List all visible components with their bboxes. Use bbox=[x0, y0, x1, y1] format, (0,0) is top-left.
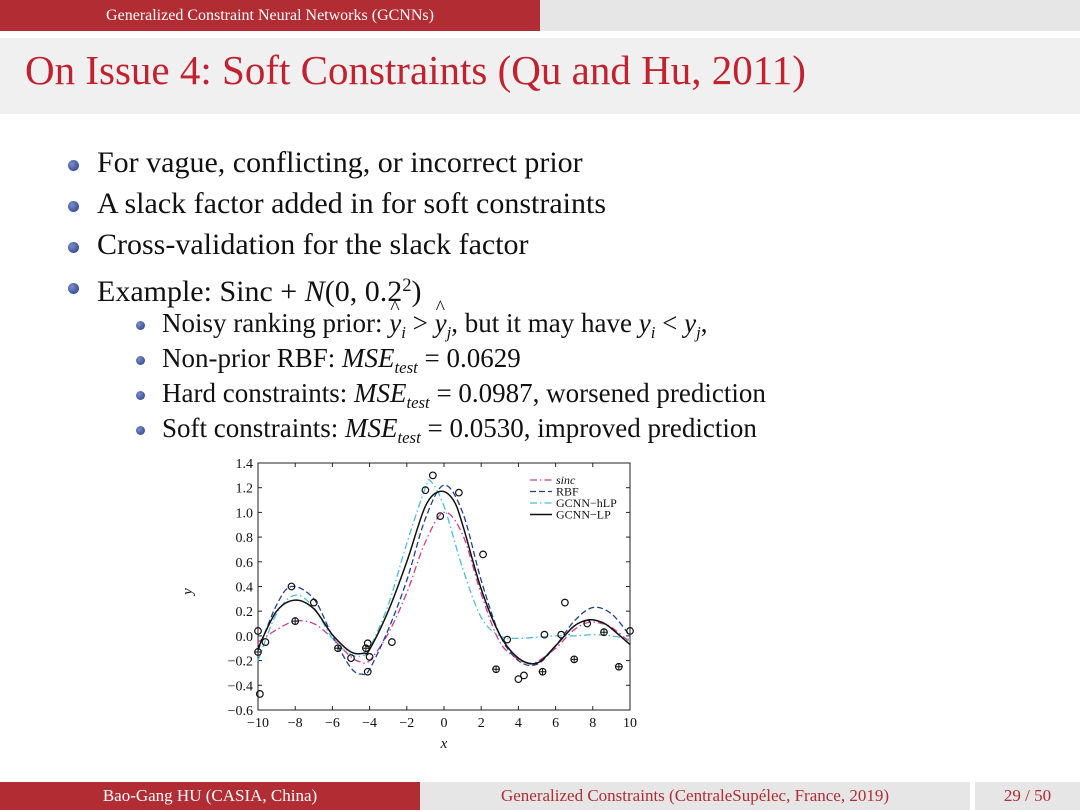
math-exponent: 2 bbox=[402, 275, 412, 296]
sample-point bbox=[430, 472, 437, 479]
sub-bullet-item bbox=[133, 411, 766, 446]
y-tick-label: 0.0 bbox=[235, 629, 253, 645]
sample-point bbox=[389, 639, 396, 646]
sub-bullet-item bbox=[133, 376, 766, 411]
bullet-list bbox=[66, 144, 606, 308]
sample-point bbox=[348, 655, 355, 662]
top-bar bbox=[0, 0, 1080, 31]
y-tick-label: 0.2 bbox=[235, 605, 253, 621]
y-tick-label: −0.2 bbox=[227, 654, 253, 670]
legend-label: GCNN−LP bbox=[556, 507, 611, 522]
footer-author: Bao-Gang HU (CASIA, China) bbox=[0, 782, 420, 810]
bullet-text: For vague, conflicting, or incorrect prior bbox=[97, 146, 583, 179]
math-subscript: i bbox=[401, 322, 406, 342]
math-symbol: MSE bbox=[342, 343, 395, 373]
bullet-dot-icon bbox=[136, 356, 145, 365]
math-text: > bbox=[405, 308, 435, 338]
math-symbol: ^ y bbox=[435, 306, 447, 340]
x-tick-label: 2 bbox=[477, 716, 485, 731]
sample-point bbox=[480, 551, 487, 558]
y-tick-label: 1.0 bbox=[235, 506, 253, 522]
math-subscript: test bbox=[397, 427, 421, 447]
y-tick-label: −0.6 bbox=[227, 704, 253, 719]
bullet-item bbox=[66, 144, 606, 185]
section-label: Generalized Constraint Neural Networks (GCNNs) bbox=[0, 0, 540, 31]
footer bbox=[0, 782, 1080, 810]
x-tick-label: −10 bbox=[247, 716, 269, 731]
footer-talk-title: Generalized Constraints (CentraleSupélec, France, 2019) bbox=[420, 782, 970, 810]
slide-title: On Issue 4: Soft Constraints (Qu and Hu, 2011) bbox=[25, 47, 806, 93]
math-symbol: MSE bbox=[345, 413, 398, 443]
sub-bullet-text: , but it may have bbox=[451, 308, 639, 338]
math-symbol: N bbox=[304, 275, 325, 309]
bullet-text: Cross-validation for the slack factor bbox=[97, 228, 529, 261]
math-subscript: j bbox=[696, 322, 701, 342]
x-tick-label: 8 bbox=[589, 716, 597, 731]
x-tick-label: −4 bbox=[362, 716, 378, 731]
sub-bullet-list bbox=[133, 306, 766, 446]
x-tick-label: 0 bbox=[440, 716, 448, 731]
sample-point bbox=[504, 636, 511, 643]
series-line-sinc bbox=[258, 512, 630, 663]
sub-bullet-text: Hard constraints: bbox=[162, 378, 354, 408]
sub-bullet-text: Soft constraints: bbox=[162, 413, 345, 443]
y-tick-label: 1.2 bbox=[235, 481, 253, 497]
y-tick-label: −0.4 bbox=[227, 679, 253, 695]
math-subscript: test bbox=[406, 392, 430, 412]
x-tick-label: −2 bbox=[399, 716, 415, 731]
sub-bullet-text: = 0.0987, worsened prediction bbox=[429, 378, 766, 408]
title-bar bbox=[0, 38, 1080, 114]
x-tick-label: 6 bbox=[552, 716, 560, 731]
sub-bullet-text: Noisy ranking prior: bbox=[162, 308, 390, 338]
y-tick-label: 1.4 bbox=[235, 457, 253, 472]
math-symbol: y bbox=[638, 308, 651, 338]
math-symbol: ^ y bbox=[389, 306, 401, 340]
sample-point bbox=[521, 672, 528, 679]
sub-bullet-text: = 0.0629 bbox=[417, 343, 521, 373]
math-text: < bbox=[655, 308, 685, 338]
math-subscript: j bbox=[446, 322, 452, 342]
math-text: , bbox=[700, 308, 708, 338]
bullet-dot-icon bbox=[68, 160, 79, 171]
math-text: (0, 0.2 bbox=[324, 275, 403, 309]
y-tick-label: 0.4 bbox=[235, 580, 253, 596]
y-tick-label: 0.8 bbox=[235, 531, 253, 547]
bullet-dot-icon bbox=[136, 426, 145, 435]
legend-label: GCNN−hLP bbox=[556, 496, 617, 510]
bullet-dot-icon bbox=[68, 242, 79, 253]
sample-point bbox=[558, 631, 565, 638]
sample-point bbox=[562, 599, 569, 606]
bullet-dot-icon bbox=[136, 321, 145, 330]
bullet-text: A slack factor added in for soft constraints bbox=[97, 187, 607, 220]
sub-bullet-item bbox=[133, 341, 766, 376]
x-axis-label: x bbox=[440, 736, 448, 752]
bullet-dot-icon bbox=[136, 391, 145, 400]
legend-label: RBF bbox=[556, 484, 579, 499]
page-number: 29 / 50 bbox=[975, 782, 1080, 810]
sample-point bbox=[456, 489, 463, 496]
x-tick-label: −6 bbox=[324, 716, 340, 731]
math-symbol: MSE bbox=[353, 378, 407, 408]
math-subscript: test bbox=[394, 357, 418, 377]
sub-bullet-text: = 0.0530, improved prediction bbox=[420, 413, 757, 443]
bullet-item bbox=[66, 226, 606, 267]
bullet-item bbox=[66, 185, 606, 226]
y-axis-label: y bbox=[180, 588, 196, 595]
math-subscript: i bbox=[650, 322, 656, 342]
sub-bullet-item bbox=[133, 306, 766, 341]
bullet-dot-icon bbox=[68, 283, 79, 294]
bullet-item bbox=[66, 267, 606, 308]
sample-point bbox=[366, 654, 373, 661]
math-text: ) bbox=[411, 275, 422, 309]
y-tick-label: 0.6 bbox=[235, 555, 253, 571]
x-tick-label: 10 bbox=[623, 716, 637, 731]
bullet-dot-icon bbox=[68, 201, 79, 212]
legend-label: sinc bbox=[556, 473, 576, 487]
sinc-plot bbox=[170, 450, 660, 780]
bullet-text: Example: Sinc + bbox=[97, 275, 305, 309]
x-tick-label: −8 bbox=[287, 716, 303, 731]
sub-bullet-text: Non-prior RBF: bbox=[162, 343, 343, 373]
x-tick-label: 4 bbox=[514, 716, 522, 731]
math-symbol: y bbox=[684, 308, 697, 338]
